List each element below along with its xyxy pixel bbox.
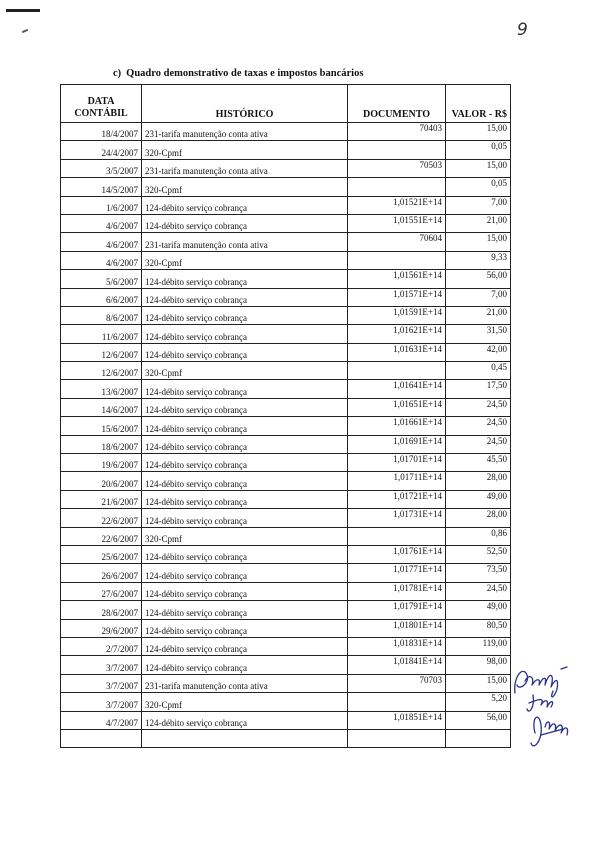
cell-date xyxy=(61,729,142,747)
cell-document: 1,01521E+14 xyxy=(348,196,446,214)
cell-date: 12/6/2007 xyxy=(61,343,142,361)
cell-date: 4/7/2007 xyxy=(61,711,142,729)
header-date-line1: DATA xyxy=(87,96,115,107)
cell-document: 1,01851E+14 xyxy=(348,711,446,729)
cell-value: 28,00 xyxy=(446,509,511,527)
cell-date: 14/5/2007 xyxy=(61,178,142,196)
cell-value: 21,00 xyxy=(446,306,511,324)
cell-date: 19/6/2007 xyxy=(61,454,142,472)
section-title xyxy=(113,68,363,79)
table-header-row xyxy=(61,85,511,123)
table-row xyxy=(61,251,511,269)
cell-document xyxy=(348,141,446,159)
section-title-text: Quadro demonstrativo de taxas e impostos bancários xyxy=(126,68,364,79)
cell-document: 1,01721E+14 xyxy=(348,490,446,508)
cell-date: 12/6/2007 xyxy=(61,362,142,380)
cell-document: 1,01761E+14 xyxy=(348,545,446,563)
cell-history: 124-débito serviço cobrança xyxy=(142,545,348,563)
cell-value: 119,00 xyxy=(446,637,511,655)
cell-date: 22/6/2007 xyxy=(61,509,142,527)
cell-document: 1,01831E+14 xyxy=(348,637,446,655)
cell-document: 1,01691E+14 xyxy=(348,435,446,453)
cell-document: 1,01651E+14 xyxy=(348,398,446,416)
cell-history: 124-débito serviço cobrança xyxy=(142,601,348,619)
cell-history: 231-tarifa manutenção conta ativa xyxy=(142,674,348,692)
cell-value: 0,05 xyxy=(446,141,511,159)
cell-value: 15,00 xyxy=(446,159,511,177)
cell-date: 5/6/2007 xyxy=(61,270,142,288)
cell-history: 124-débito serviço cobrança xyxy=(142,619,348,637)
cell-value: 31,50 xyxy=(446,325,511,343)
cell-value: 7,00 xyxy=(446,196,511,214)
table-row xyxy=(61,656,511,674)
cell-history: 124-débito serviço cobrança xyxy=(142,417,348,435)
cell-document: 1,01801E+14 xyxy=(348,619,446,637)
cell-date: 13/6/2007 xyxy=(61,380,142,398)
cell-history: 124-débito serviço cobrança xyxy=(142,398,348,416)
cell-date: 3/7/2007 xyxy=(61,674,142,692)
cell-document: 1,01571E+14 xyxy=(348,288,446,306)
handwritten-signature xyxy=(505,655,585,765)
cell-value: 49,00 xyxy=(446,601,511,619)
cell-value: 5,20 xyxy=(446,693,511,711)
cell-value: 45,50 xyxy=(446,454,511,472)
table-row xyxy=(61,490,511,508)
cell-history: 124-débito serviço cobrança xyxy=(142,637,348,655)
cell-document: 1,01621E+14 xyxy=(348,325,446,343)
table-row xyxy=(61,564,511,582)
header-date xyxy=(61,85,142,123)
cell-value: 15,00 xyxy=(446,674,511,692)
cell-value: 42,00 xyxy=(446,343,511,361)
cell-value: 80,50 xyxy=(446,619,511,637)
cell-date: 3/7/2007 xyxy=(61,693,142,711)
table-row xyxy=(61,159,511,177)
table-row xyxy=(61,674,511,692)
cell-date: 18/4/2007 xyxy=(61,123,142,141)
header-history: HISTÓRICO xyxy=(142,85,348,123)
corner-mark xyxy=(6,9,40,12)
cell-date: 1/6/2007 xyxy=(61,196,142,214)
cell-history: 320-Cpmf xyxy=(142,527,348,545)
cell-document xyxy=(348,527,446,545)
cell-date: 14/6/2007 xyxy=(61,398,142,416)
cell-document: 70604 xyxy=(348,233,446,251)
table-row xyxy=(61,178,511,196)
cell-date: 3/5/2007 xyxy=(61,159,142,177)
cell-history: 124-débito serviço cobrança xyxy=(142,564,348,582)
cell-value: 21,00 xyxy=(446,214,511,232)
cell-history: 231-tarifa manutenção conta ativa xyxy=(142,159,348,177)
cell-document: 1,01841E+14 xyxy=(348,656,446,674)
cell-date: 3/7/2007 xyxy=(61,656,142,674)
cell-document: 1,01631E+14 xyxy=(348,343,446,361)
cell-document xyxy=(348,178,446,196)
page-number: 9 xyxy=(517,20,528,40)
cell-value: 56,00 xyxy=(446,270,511,288)
table-row xyxy=(61,270,511,288)
cell-value: 15,00 xyxy=(446,233,511,251)
cell-document xyxy=(348,362,446,380)
cell-value: 73,50 xyxy=(446,564,511,582)
cell-document: 1,01641E+14 xyxy=(348,380,446,398)
cell-document: 1,01791E+14 xyxy=(348,601,446,619)
cell-date: 8/6/2007 xyxy=(61,306,142,324)
cell-history: 231-tarifa manutenção conta ativa xyxy=(142,233,348,251)
cell-history: 124-débito serviço cobrança xyxy=(142,472,348,490)
header-date-line2: CONTÁBIL xyxy=(74,108,128,119)
cell-history: 124-débito serviço cobrança xyxy=(142,288,348,306)
cell-date: 15/6/2007 xyxy=(61,417,142,435)
cell-history: 320-Cpmf xyxy=(142,251,348,269)
cell-history: 320-Cpmf xyxy=(142,362,348,380)
table-row xyxy=(61,362,511,380)
cell-date: 6/6/2007 xyxy=(61,288,142,306)
table-row xyxy=(61,545,511,563)
table-row xyxy=(61,288,511,306)
table-row xyxy=(61,601,511,619)
cell-history: 124-débito serviço cobrança xyxy=(142,435,348,453)
table-row xyxy=(61,123,511,141)
section-letter: c) xyxy=(113,68,122,79)
cell-value: 49,00 xyxy=(446,490,511,508)
table-row xyxy=(61,454,511,472)
cell-date: 11/6/2007 xyxy=(61,325,142,343)
table-row xyxy=(61,398,511,416)
cell-history: 124-débito serviço cobrança xyxy=(142,454,348,472)
cell-document xyxy=(348,693,446,711)
cell-value: 98,00 xyxy=(446,656,511,674)
cell-document: 70503 xyxy=(348,159,446,177)
cell-value: 0,86 xyxy=(446,527,511,545)
table-row xyxy=(61,417,511,435)
fees-table xyxy=(60,84,511,748)
cell-date: 4/6/2007 xyxy=(61,251,142,269)
table-row xyxy=(61,343,511,361)
cell-document: 1,01771E+14 xyxy=(348,564,446,582)
cell-document: 1,01731E+14 xyxy=(348,509,446,527)
cell-value: 24,50 xyxy=(446,417,511,435)
cell-history: 124-débito serviço cobrança xyxy=(142,343,348,361)
cell-value: 56,00 xyxy=(446,711,511,729)
cell-history: 124-débito serviço cobrança xyxy=(142,214,348,232)
table-row xyxy=(61,693,511,711)
cell-document xyxy=(348,729,446,747)
table-row xyxy=(61,141,511,159)
table-row xyxy=(61,711,511,729)
cell-date: 20/6/2007 xyxy=(61,472,142,490)
table-row xyxy=(61,325,511,343)
cell-history: 231-tarifa manutenção conta ativa xyxy=(142,123,348,141)
cell-history: 124-débito serviço cobrança xyxy=(142,196,348,214)
cell-history: 124-débito serviço cobrança xyxy=(142,380,348,398)
cell-value xyxy=(446,729,511,747)
table-row xyxy=(61,380,511,398)
cell-history: 124-débito serviço cobrança xyxy=(142,582,348,600)
cell-date: 24/4/2007 xyxy=(61,141,142,159)
cell-history: 124-débito serviço cobrança xyxy=(142,325,348,343)
cell-history: 320-Cpmf xyxy=(142,141,348,159)
cell-date: 18/6/2007 xyxy=(61,435,142,453)
cell-value: 7,00 xyxy=(446,288,511,306)
cell-value: 0,45 xyxy=(446,362,511,380)
table-row xyxy=(61,527,511,545)
table-row xyxy=(61,729,511,747)
cell-history: 124-débito serviço cobrança xyxy=(142,656,348,674)
cell-document: 1,01711E+14 xyxy=(348,472,446,490)
cell-value: 17,50 xyxy=(446,380,511,398)
cell-document: 1,01661E+14 xyxy=(348,417,446,435)
cell-value: 24,50 xyxy=(446,435,511,453)
cell-date: 4/6/2007 xyxy=(61,233,142,251)
cell-value: 9,33 xyxy=(446,251,511,269)
cell-history: 124-débito serviço cobrança xyxy=(142,509,348,527)
header-value: VALOR - R$ xyxy=(446,85,511,123)
cell-value: 28,00 xyxy=(446,472,511,490)
cell-date: 27/6/2007 xyxy=(61,582,142,600)
cell-history: 320-Cpmf xyxy=(142,693,348,711)
table-row xyxy=(61,637,511,655)
table-row xyxy=(61,214,511,232)
cell-date: 25/6/2007 xyxy=(61,545,142,563)
cell-value: 15,00 xyxy=(446,123,511,141)
table-row xyxy=(61,435,511,453)
cell-value: 24,50 xyxy=(446,582,511,600)
cell-document: 70703 xyxy=(348,674,446,692)
header-document: DOCUMENTO xyxy=(348,85,446,123)
cell-value: 52,50 xyxy=(446,545,511,563)
table-row xyxy=(61,472,511,490)
table-row xyxy=(61,509,511,527)
table-row xyxy=(61,233,511,251)
cell-history xyxy=(142,729,348,747)
table-row xyxy=(61,619,511,637)
cell-value: 0,05 xyxy=(446,178,511,196)
cell-date: 26/6/2007 xyxy=(61,564,142,582)
cell-date: 29/6/2007 xyxy=(61,619,142,637)
cell-document: 1,01551E+14 xyxy=(348,214,446,232)
cell-date: 28/6/2007 xyxy=(61,601,142,619)
cell-history: 124-débito serviço cobrança xyxy=(142,306,348,324)
cell-date: 21/6/2007 xyxy=(61,490,142,508)
table-body xyxy=(61,123,511,748)
cell-document: 1,01781E+14 xyxy=(348,582,446,600)
table-row xyxy=(61,306,511,324)
table-row xyxy=(61,196,511,214)
cell-history: 320-Cpmf xyxy=(142,178,348,196)
cell-value: 24,50 xyxy=(446,398,511,416)
corner-dot xyxy=(22,29,28,33)
cell-document: 1,01561E+14 xyxy=(348,270,446,288)
cell-date: 2/7/2007 xyxy=(61,637,142,655)
cell-history: 124-débito serviço cobrança xyxy=(142,490,348,508)
cell-document: 1,01591E+14 xyxy=(348,306,446,324)
cell-date: 22/6/2007 xyxy=(61,527,142,545)
cell-document xyxy=(348,251,446,269)
table-row xyxy=(61,582,511,600)
cell-document: 1,01701E+14 xyxy=(348,454,446,472)
cell-history: 124-débito serviço cobrança xyxy=(142,270,348,288)
cell-document: 70403 xyxy=(348,123,446,141)
cell-history: 124-débito serviço cobrança xyxy=(142,711,348,729)
cell-date: 4/6/2007 xyxy=(61,214,142,232)
